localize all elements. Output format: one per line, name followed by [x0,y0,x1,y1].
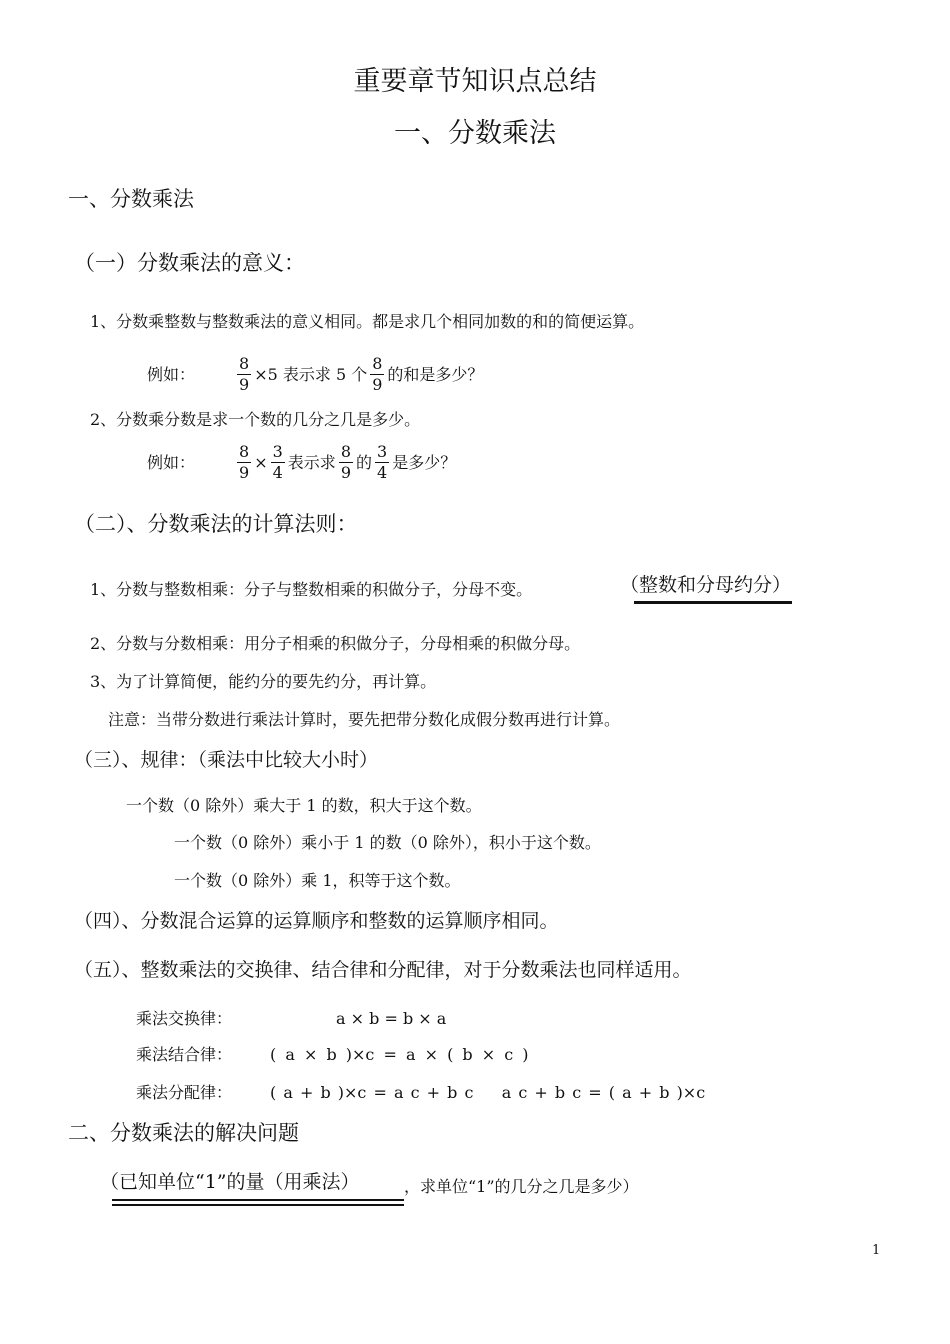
fraction: $\frac{8}{9}$ [239,442,250,482]
rule-item-2: 2、分数与分数相乘：用分子相乘的积做分子，分母相乘的积做分母。 [90,634,581,653]
section2-emphasis: （已知单位“1”的量（用乘法） [100,1171,360,1193]
meaning-item-2: 2、分数乘分数是求一个数的几分之几是多少。 [90,410,421,429]
law-label-commutative: 乘法交换律： [136,1009,233,1028]
law-label-associative: 乘法结合律： [136,1045,233,1064]
times-sign: × [254,452,268,472]
example-prefix: 例如： [147,452,196,472]
section-heading-2: 二、分数乘法的解决问题 [68,1121,299,1145]
meaning-item-1: 1、分数乘整数与整数乘法的意义相同。都是求几个相同加数的和的简便运算。 [90,312,645,331]
example-text: 是多少？ [392,452,457,472]
pattern-3: 一个数（0 除外）乘 1，积等于这个数。 [174,871,461,890]
note-underline [634,601,792,604]
pattern-1: 一个数（0 除外）乘大于 1 的数，积大于这个数。 [126,796,482,815]
section2-rest: ，求单位“1”的几分之几是多少） [404,1177,639,1196]
law-formula-associative: ( a × b )×c = a × ( b × c ) [270,1045,529,1064]
example-1 [146,356,484,393]
subsection-heading-rules: （二）、分数乘法的计算法则： [74,512,358,536]
example-prefix: 例如： [147,364,196,384]
section-heading-1: 一、分数乘法 [68,187,194,211]
fraction: $\frac{8}{9}$ [239,354,250,394]
example-2 [146,444,457,481]
fraction: $\frac{3}{4}$ [377,442,388,482]
rule-item-3: 3、为了计算简便，能约分的要先约分，再计算。 [90,672,437,691]
page-number: 1 [872,1243,881,1258]
pattern-2: 一个数（0 除外）乘小于 1 的数（0 除外），积小于这个数。 [174,833,601,852]
fraction: $\frac{8}{9}$ [372,354,383,394]
subsection-heading-patterns: （三）、规律：（乘法中比较大小时） [74,749,379,771]
law-formula-commutative: a × b = b × a [336,1009,447,1028]
rule-note: 注意：当带分数进行乘法计算时，要先把带分数化成假分数再进行计算。 [108,710,621,729]
document-title: 重要章节知识点总结 [353,66,597,97]
law-label-distributive: 乘法分配律： [136,1083,233,1102]
fraction: $\frac{8}{9}$ [340,442,351,482]
example-text: 的 [356,452,373,472]
emphasis-underline-top [112,1199,404,1201]
law-formula-distributive: ( a + b )×c = a c + b c a c + b c = ( a + b )×c [270,1083,706,1102]
subsection-heading-mixed: （四）、分数混合运算的运算顺序和整数的运算顺序相同。 [74,910,559,932]
example-text: ×5 表示求 5 个 [254,364,368,384]
subsection-heading-laws: （五）、整数乘法的交换律、结合律和分配律，对于分数乘法也同样适用。 [74,959,692,981]
example-text: 的和是多少？ [387,364,484,384]
chapter-heading: 一、分数乘法 [394,118,556,149]
example-text: 表示求 [287,452,336,472]
rule-item-1: 1、分数与整数相乘：分子与整数相乘的积做分子，分母不变。 [90,580,533,599]
emphasis-underline-bottom [112,1204,404,1206]
rule-item-1-note: （整数和分母约分） [620,574,792,596]
fraction: $\frac{3}{4}$ [272,442,283,482]
subsection-heading-meaning: （一）分数乘法的意义： [74,251,305,275]
